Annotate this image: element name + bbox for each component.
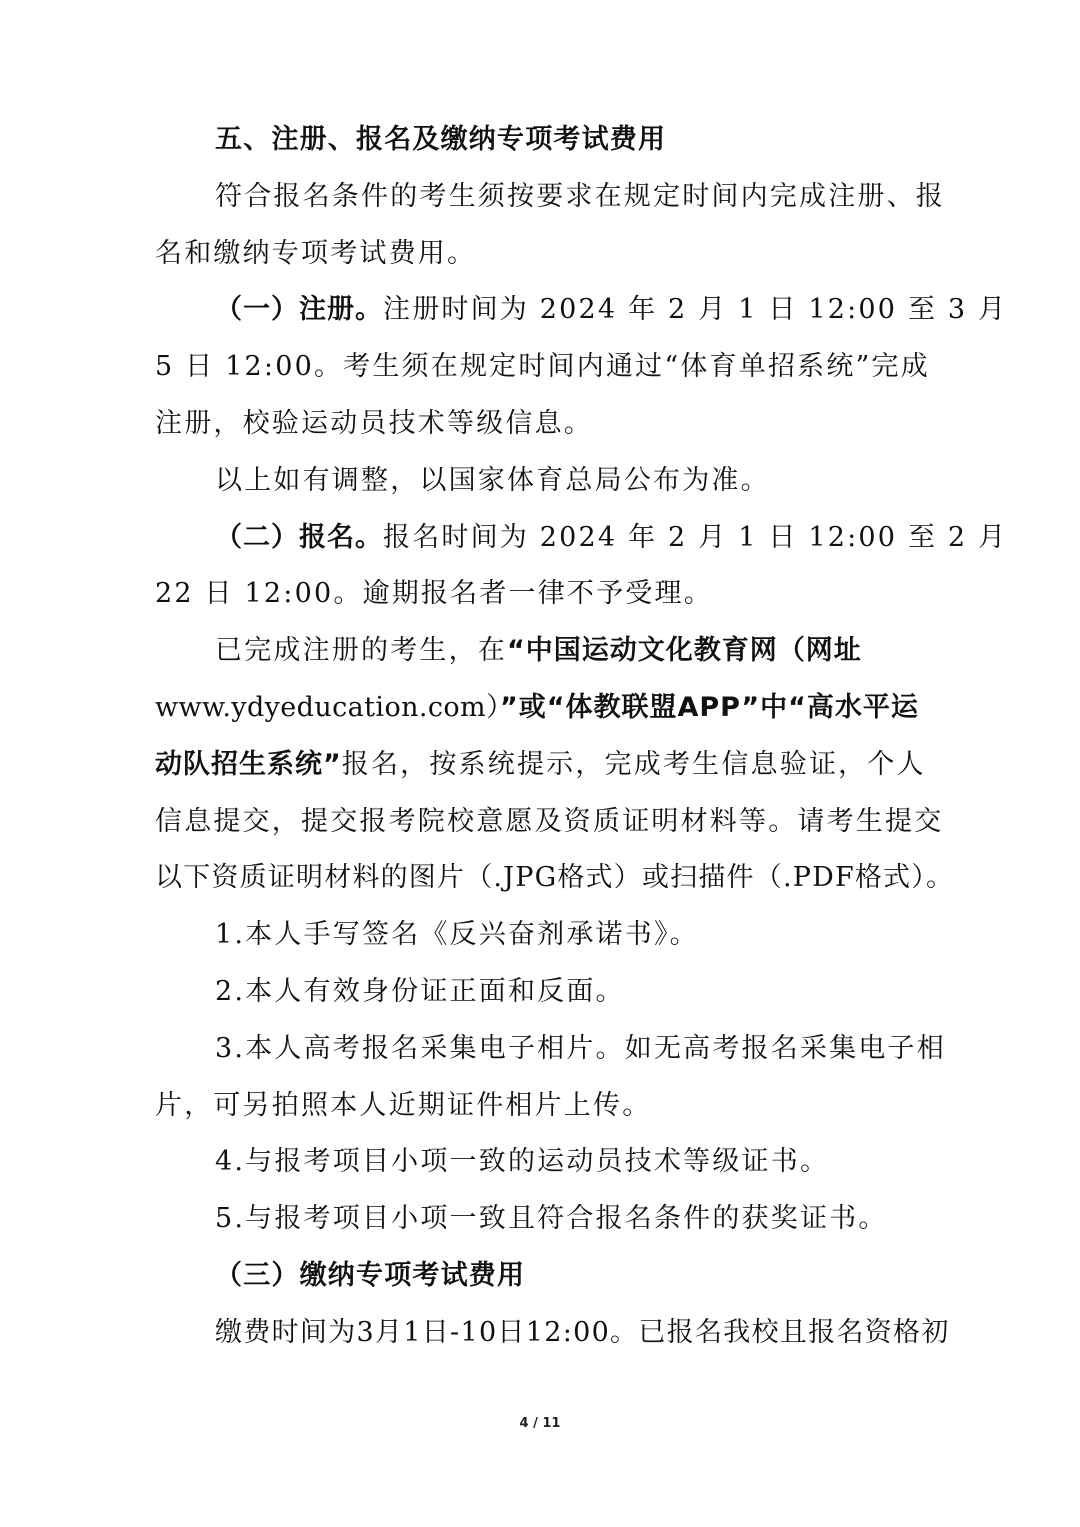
signup-detail-line-4: 信息提交，提交报考院校意愿及资质证明材料等。请考生提交 — [155, 805, 944, 837]
fee-line-1: 缴费时间为3月1日-10日12:00。已报名我校且报名资格初 — [215, 1316, 950, 1348]
section-heading: 五、注册、报名及缴纳专项考试费用 — [215, 124, 667, 155]
signup-detail-line-1: 已完成注册的考生，在“中国运动文化教育网（网址 — [215, 635, 862, 667]
material-item: 5.与报考项目小项一致且符合报名条件的获奖证书。 — [215, 1203, 888, 1235]
adjust-note: 以上如有调整，以国家体育总局公布为准。 — [215, 464, 770, 496]
material-item-continuation: 片，可另拍照本人近期证件相片上传。 — [155, 1089, 652, 1121]
register-line-3: 注册，校验运动员技术等级信息。 — [155, 407, 593, 439]
website-name: “中国运动文化教育网（网址 — [507, 635, 862, 667]
signup-line-1 — [155, 510, 1008, 567]
system-name: 动队招生系统” — [155, 748, 342, 780]
signup-label: （二）报名。 — [215, 521, 383, 553]
material-item: 2.本人有效身份证正面和反面。 — [215, 975, 625, 1007]
signup-detail-line-2 — [155, 680, 925, 737]
app-name: ”或“体教联盟APP”中“高水平运 — [499, 691, 919, 723]
register-line-2: 5 日 12:00。考生须在规定时间内通过“体育单招系统”完成 — [155, 351, 930, 383]
website-url: www.ydyeducation.com） — [155, 691, 500, 723]
intro-line-1: 符合报名条件的考生须按要求在规定时间内完成注册、报 — [215, 180, 945, 212]
material-item: 3.本人高考报名采集电子相片。如无高考报名采集电子相 — [215, 1032, 946, 1064]
register-line-1 — [155, 282, 1008, 339]
register-time: 注册时间为 2024 年 2 月 1 日 12:00 至 3 月 — [383, 294, 1008, 326]
intro-line-2: 名和缴纳专项考试费用。 — [155, 237, 477, 269]
register-label: （一）注册。 — [215, 294, 383, 326]
signup-line-2: 22 日 12:00。逾期报名者一律不予受理。 — [155, 578, 713, 610]
signup-detail-line-5: 以下资质证明材料的图片（.JPG格式）或扫描件（.PDF格式）。 — [155, 862, 955, 894]
document-body — [155, 112, 1008, 1362]
signup-detail-line-3: 动队招生系统”报名，按系统提示，完成考生信息验证，个人 — [155, 748, 926, 780]
fee-heading: （三）缴纳专项考试费用 — [215, 1259, 526, 1291]
material-item: 4.与报考项目小项一致的运动员技术等级证书。 — [215, 1146, 830, 1178]
signup-time: 报名时间为 2024 年 2 月 1 日 12:00 至 2 月 — [383, 521, 1008, 553]
page-number: 4 / 11 — [519, 1416, 561, 1431]
material-item: 1.本人手写签名《反兴奋剂承诺书》。 — [215, 919, 699, 951]
